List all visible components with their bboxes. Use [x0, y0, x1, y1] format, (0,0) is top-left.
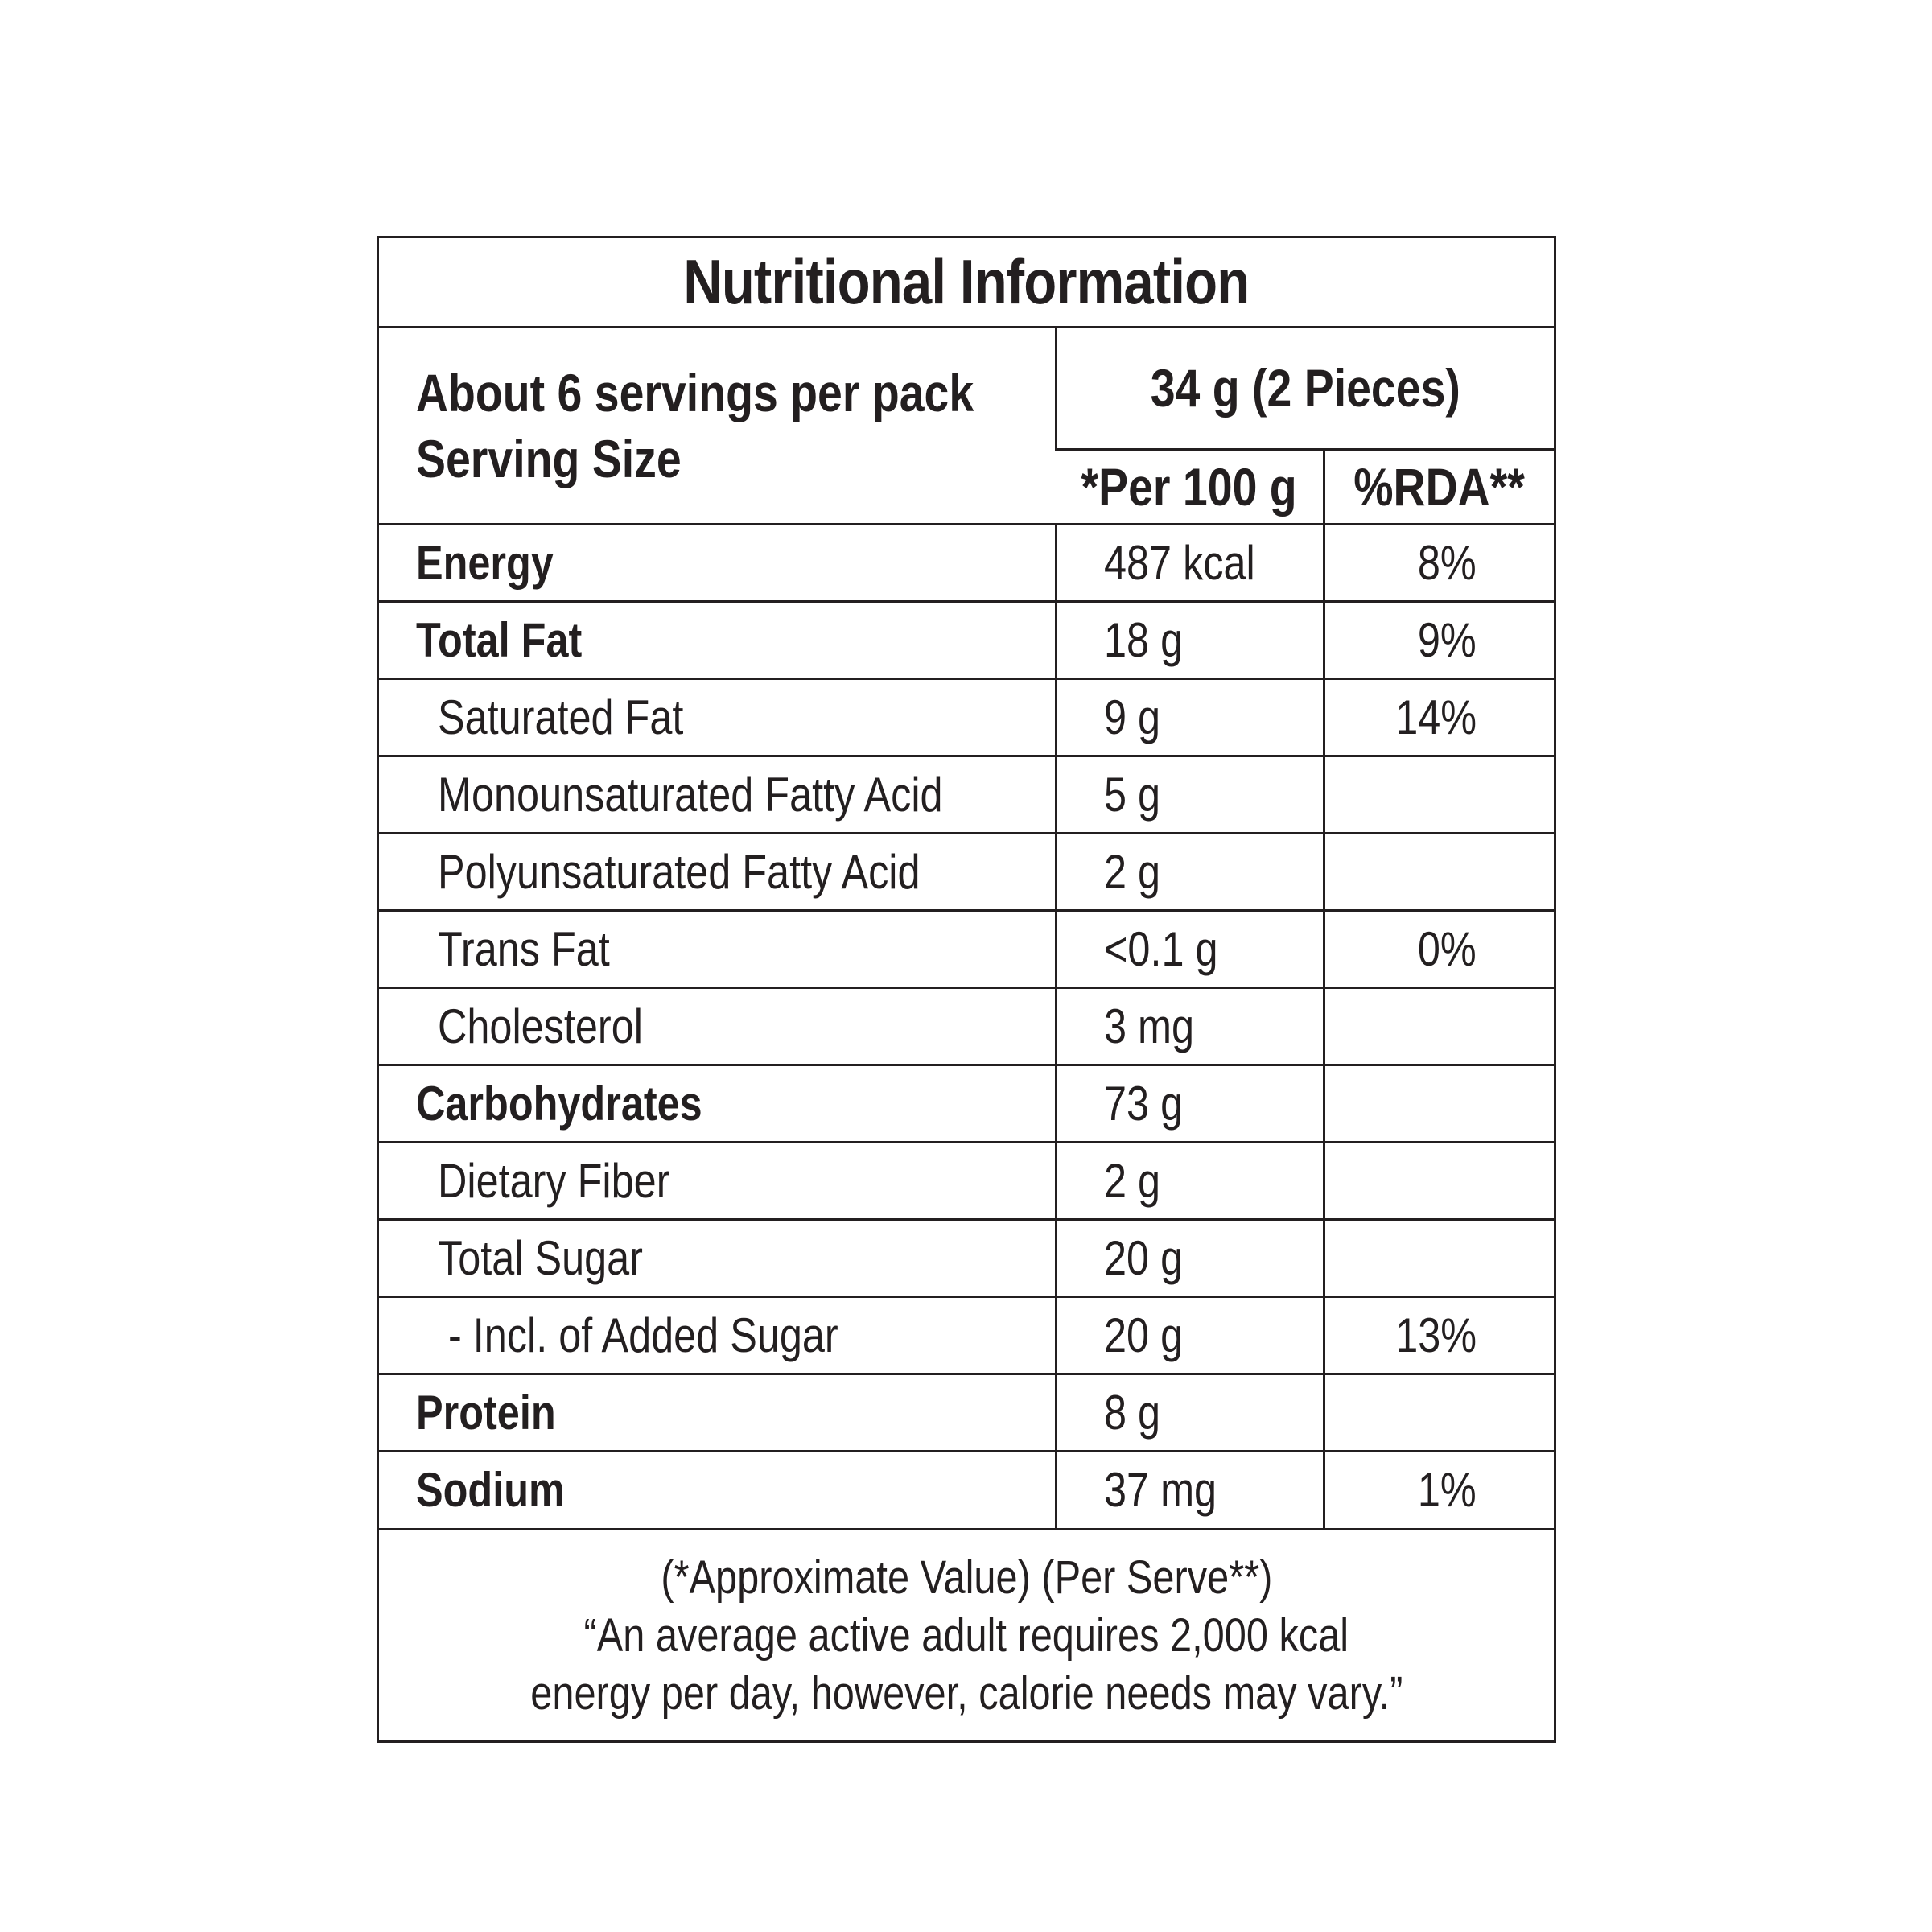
panel-title: Nutritional Information — [379, 238, 1554, 328]
col-per100-header: *Per 100 g — [1056, 449, 1324, 524]
table-row — [379, 524, 1554, 601]
table-row — [379, 1065, 1554, 1142]
nutrient-rda: 1% — [1324, 1451, 1554, 1528]
nutrient-rda — [1324, 1219, 1554, 1296]
table-row — [379, 756, 1554, 833]
serving-size-value-cell — [1056, 328, 1554, 449]
nutrient-label: Dietary Fiber — [379, 1142, 1056, 1219]
nutrient-rda — [1324, 833, 1554, 910]
table-row — [379, 1296, 1554, 1374]
nutrient-rda — [1324, 756, 1554, 833]
nutrient-label: Polyunsaturated Fatty Acid — [379, 833, 1056, 910]
nutrient-value: 20 g — [1056, 1219, 1324, 1296]
footnote-line: energy per day, however, calorie needs may vary.” — [529, 1666, 1403, 1720]
nutrient-label: Cholesterol — [379, 987, 1056, 1065]
nutrient-value: 487 kcal — [1056, 524, 1324, 601]
footnote — [379, 1528, 1554, 1740]
nutrient-value: 3 mg — [1056, 987, 1324, 1065]
nutrient-value: 8 g — [1056, 1374, 1324, 1451]
nutrient-rda: 9% — [1324, 601, 1554, 678]
table-row — [379, 910, 1554, 987]
nutrient-rda: 0% — [1324, 910, 1554, 987]
table-row — [379, 1219, 1554, 1296]
nutrient-value: 2 g — [1056, 1142, 1324, 1219]
nutrient-label: Trans Fat — [379, 910, 1056, 987]
header-row — [379, 328, 1554, 449]
footnote-line: “An average active adult requires 2,000 kcal — [583, 1609, 1349, 1662]
nutrient-rda — [1324, 1065, 1554, 1142]
nutrient-rda: 8% — [1324, 524, 1554, 601]
serving-size-label: Serving Size — [416, 428, 682, 488]
nutrient-label: Protein — [379, 1374, 1056, 1451]
footnote-line: (*Approximate Value) (Per Serve**) — [661, 1551, 1272, 1604]
col-rda-header: %RDA** — [1324, 449, 1554, 524]
nutrition-panel — [377, 236, 1556, 1743]
nutrient-value: 73 g — [1056, 1065, 1324, 1142]
nutrient-label: Energy — [379, 524, 1056, 601]
nutrient-rda: 13% — [1324, 1296, 1554, 1374]
nutrient-value: 5 g — [1056, 756, 1324, 833]
nutrition-table — [379, 328, 1554, 1528]
servings-info — [379, 328, 1056, 524]
table-row — [379, 678, 1554, 756]
nutrient-rda — [1324, 987, 1554, 1065]
table-row — [379, 1451, 1554, 1528]
nutrient-value: 20 g — [1056, 1296, 1324, 1374]
table-row — [379, 1374, 1554, 1451]
nutrient-rda — [1324, 1374, 1554, 1451]
table-row — [379, 987, 1554, 1065]
nutrient-value: 9 g — [1056, 678, 1324, 756]
nutrient-label: Monounsaturated Fatty Acid — [379, 756, 1056, 833]
nutrient-rda — [1324, 1142, 1554, 1219]
nutrient-value: 18 g — [1056, 601, 1324, 678]
nutrient-rda: 14% — [1324, 678, 1554, 756]
nutrient-label: Carbohydrates — [379, 1065, 1056, 1142]
nutrient-label: Total Fat — [379, 601, 1056, 678]
table-row — [379, 833, 1554, 910]
table-row — [379, 601, 1554, 678]
nutrient-label: - Incl. of Added Sugar — [379, 1296, 1056, 1374]
nutrient-label: Sodium — [379, 1451, 1056, 1528]
nutrient-label: Saturated Fat — [379, 678, 1056, 756]
nutrient-value: 37 mg — [1056, 1451, 1324, 1528]
servings-per-pack: About 6 servings per pack — [416, 362, 974, 422]
nutrient-value: <0.1 g — [1056, 910, 1324, 987]
table-row — [379, 1142, 1554, 1219]
nutrient-value: 2 g — [1056, 833, 1324, 910]
nutrient-label: Total Sugar — [379, 1219, 1056, 1296]
serving-size-value: 34 g (2 Pieces) — [1150, 358, 1460, 418]
